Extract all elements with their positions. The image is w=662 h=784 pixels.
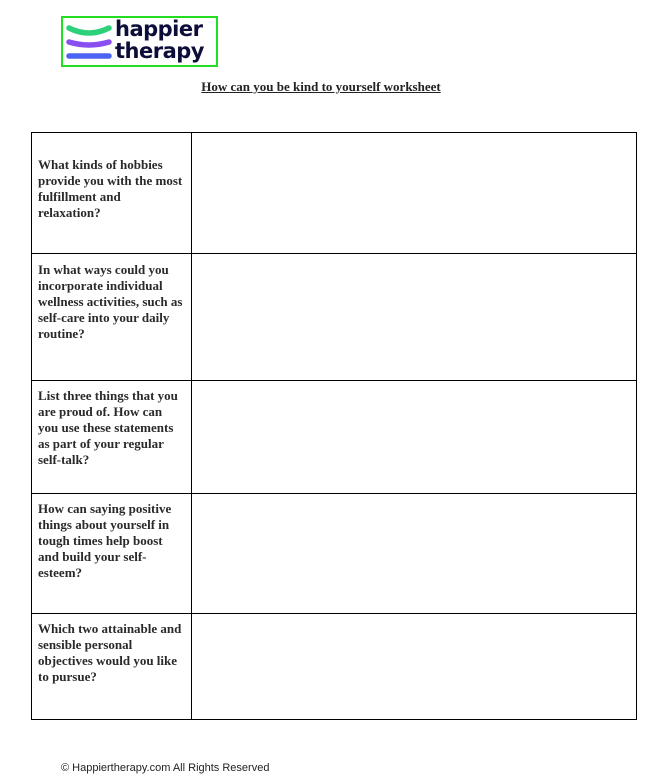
question-cell [32,133,192,254]
table-row [32,494,637,614]
question-text: In what ways could you incorporate individual wellness activities, such as self-care into your daily routine? [38,262,183,341]
answer-cell[interactable] [192,614,637,720]
answer-cell[interactable] [192,254,637,381]
question-cell [32,494,192,614]
answer-cell[interactable] [192,494,637,614]
table-row [32,133,637,254]
question-cell [32,614,192,720]
copyright-footer: © Happiertherapy.com All Rights Reserved [61,762,270,774]
question-text: Which two attainable and sensible personal objectives would you like to pursue? [38,621,182,684]
table-row [32,614,637,720]
answer-cell[interactable] [192,133,637,254]
logo-line-2: therapy [115,39,204,63]
logo [61,16,218,67]
logo-wordmark [115,18,204,62]
table-row [32,254,637,381]
logo-line-1: happier [115,17,203,41]
worksheet-title: How can you be kind to yourself worksheet [201,79,441,94]
question-cell [32,254,192,381]
worksheet-table [31,132,637,720]
answer-cell[interactable] [192,381,637,494]
logo-stripes-icon [65,21,113,63]
question-text: List three things that you are proud of. How can you use these statements as part of your regular self-talk? [38,388,178,467]
question-text: What kinds of hobbies provide you with the most fulfillment and relaxation? [38,157,183,220]
question-cell [32,381,192,494]
table-row [32,381,637,494]
question-text: How can saying positive things about yourself in tough times help boost and build your self-esteem? [38,501,172,580]
